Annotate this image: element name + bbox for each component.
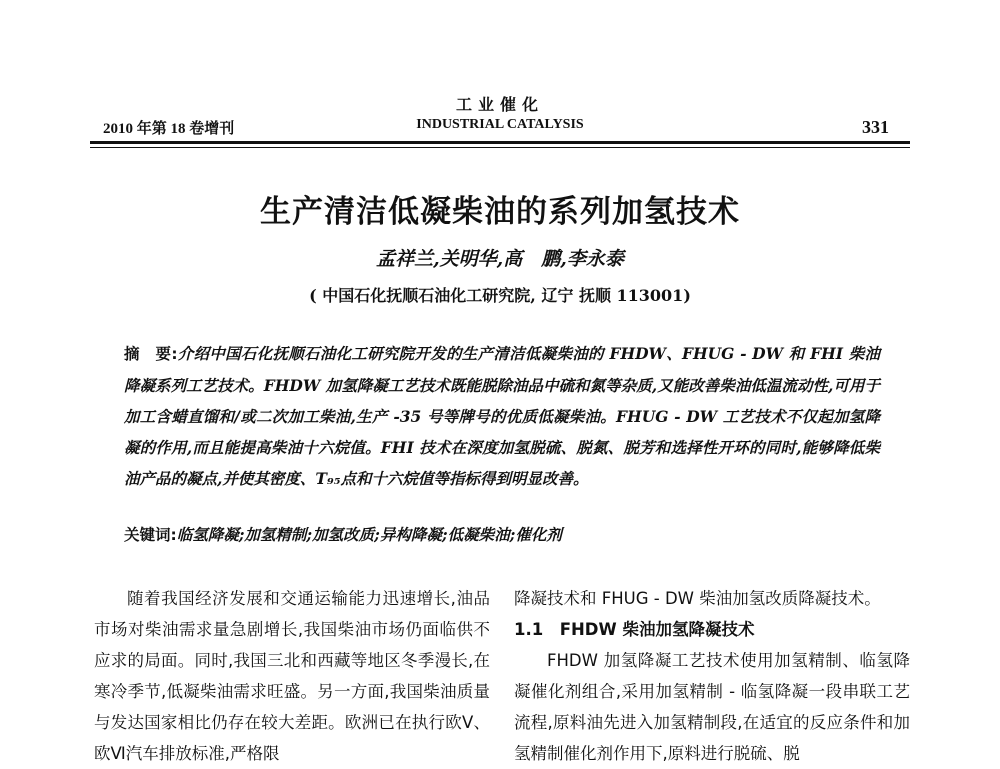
keywords — [124, 524, 880, 546]
issue-info: 2010 年第 18 卷增刊 — [103, 121, 235, 137]
keywords-text: 临氢降凝;加氢精制;加氢改质;异构降凝;低凝柴油;催化剂 — [176, 525, 562, 544]
header-rule-thick — [90, 141, 910, 144]
journal-name — [380, 96, 620, 134]
intro-paragraph: 随着我国经济发展和交通运输能力迅速增长,油品市场对柴油需求量急剧增长,我国柴油市场仍面临供不应求的局面。同时,我国三北和西藏等地区冬季漫长,在寒冷季节,低凝柴油需求旺盛。另一方面,我国柴油质量与发达国家相比仍存在较大差距。欧洲已在执行欧Ⅴ、欧Ⅵ汽车排放标准,严格限 — [94, 589, 490, 763]
abstract — [124, 338, 880, 494]
section-paragraph: FHDW 加氢降凝工艺技术使用加氢精制、临氢降凝催化剂组合,采用加氢精制 - 临氢降凝一段串联工艺流程,原料油先进入加氢精制段,在适宜的反应条件和加氢精制催化剂作用下,原料进行脱硫、脱 — [514, 651, 910, 763]
abstract-label: 摘 要: — [124, 345, 178, 363]
author-list: 孟祥兰,关明华,高 鹏,李永泰 — [376, 248, 624, 270]
abstract-text: 介绍中国石化抚顺石油化工研究院开发的生产清洁低凝柴油的 FHDW、FHUG - DW 和 FHI 柴油降凝系列工艺技术。FHDW 加氢降凝工艺技术既能脱除油品中硫和氮等杂质,又能改善柴油低温流动性,可用于加工含蜡直馏和/或二次加工柴油,生产 -35 号等牌号的优质低凝柴油。FHUG - DW 工艺技术不仅起加氢降凝的作用,而且能提高柴油十六烷值。FHI 技术在深度加氢脱硫、脱氮、脱芳和选择性开环的同时,能够降低柴油产品的凝点,并使其密度、T₉₅点和十六烷值等指标得到明显改善。 — [124, 344, 880, 488]
article-title: 生产清洁低凝柴油的系列加氢技术 — [260, 194, 740, 230]
body-column-left — [94, 583, 490, 769]
body-column-right — [514, 583, 910, 769]
page-number: 331 — [862, 117, 889, 137]
section-heading: 1.1 FHDW 柴油加氢降凝技术 — [514, 620, 755, 639]
running-head — [0, 0, 1000, 160]
header-rule-thin — [90, 147, 910, 148]
affiliation: ( 中国石化抚顺石油化工研究院, 辽宁 抚顺 113001) — [309, 286, 691, 305]
continued-paragraph: 降凝技术和 FHUG - DW 柴油加氢改质降凝技术。 — [514, 589, 881, 608]
journal-name-en: INDUSTRIAL CATALYSIS — [416, 117, 584, 132]
journal-name-cn: 工业催化 — [455, 95, 544, 114]
keywords-label: 关键词: — [124, 526, 177, 544]
